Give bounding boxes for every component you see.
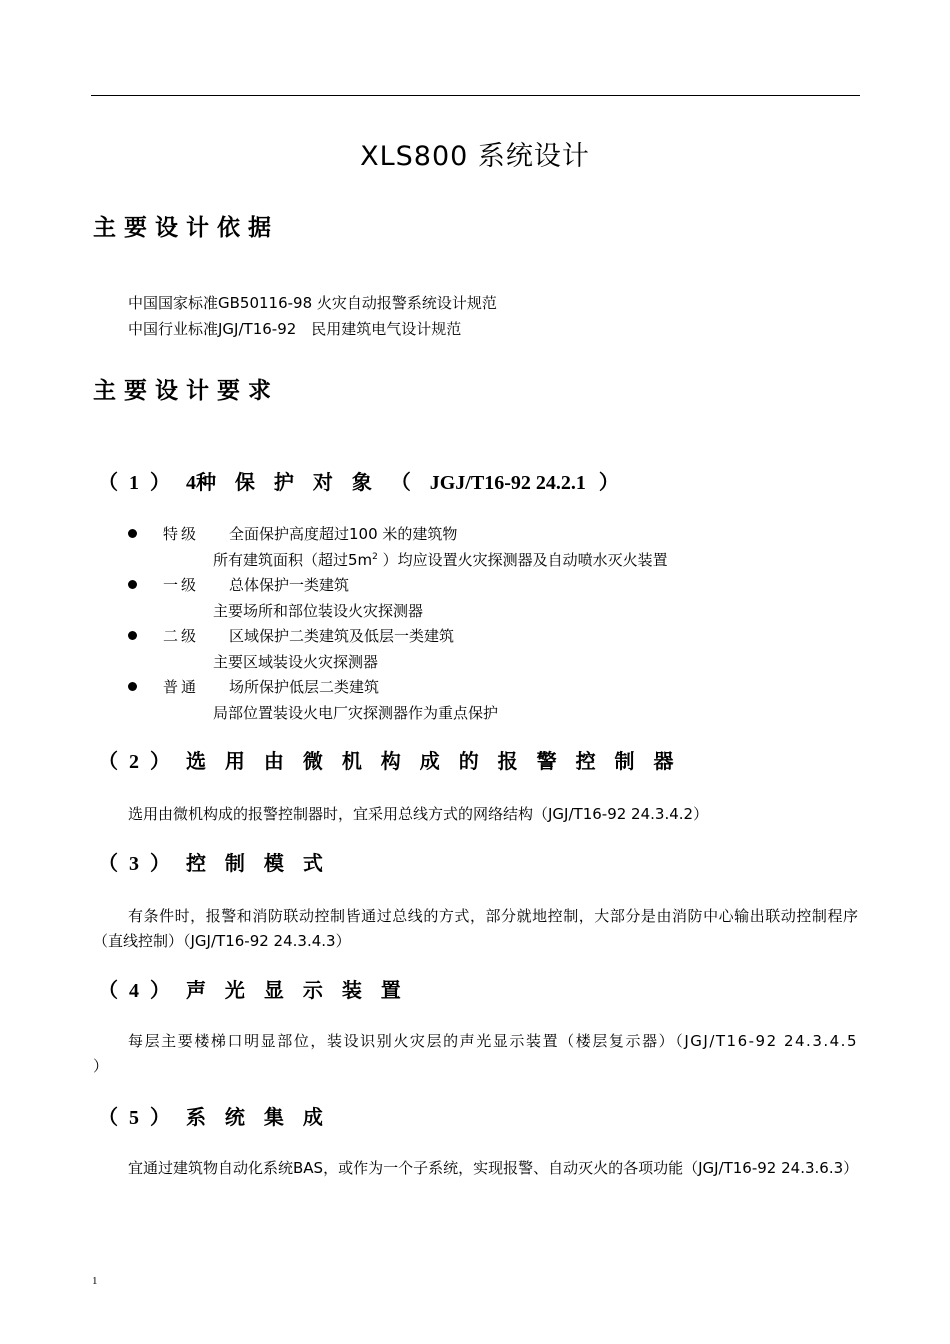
- document-title: XLS800 系统设计: [360, 141, 590, 172]
- subheading-label: 声 光 显 示 装 置: [185, 978, 407, 1002]
- protection-detail: [213, 549, 668, 570]
- subheading-display: [98, 974, 407, 1003]
- protection-detail: 局部位置装设火电厂灾探测器作为重点保护: [213, 704, 499, 722]
- heading-design-basis: 主要设计依据: [93, 215, 279, 241]
- subheading-code: JGJ/T16-92 24.2.1: [429, 472, 586, 494]
- subheading-number: （ 1 ）: [98, 472, 173, 494]
- protection-level: 二级: [163, 627, 200, 645]
- subheading-number: （ 2 ）: [98, 751, 173, 773]
- protection-scope: 全面保护高度超过100 米的建筑物: [229, 525, 458, 543]
- protection-scope: 总体保护一类建筑: [229, 576, 350, 594]
- protection-level: 特级: [163, 525, 200, 543]
- detail-text: ）均应设置火灾探测器及自动喷水灭火装置: [377, 551, 668, 569]
- protection-scope: 区域保护二类建筑及低层一类建筑: [229, 627, 455, 645]
- detail-text: 所有建筑面积（超过5m: [213, 551, 373, 569]
- protection-detail: 主要区域装设火灾探测器: [213, 653, 379, 671]
- paragraph-control-mode: 有条件时，报警和消防联动控制皆通过总线的方式，部分就地控制，大部分是由消防中心输出联动控制程序（直线控制）（JGJ/T16-92 24.3.4.3）: [93, 907, 858, 950]
- bullet-icon: [128, 631, 137, 640]
- protection-detail: 主要场所和部位装设火灾探测器: [213, 602, 424, 620]
- subheading-label: 控 制 模 式: [185, 851, 329, 875]
- subheading-protection-objects: [98, 466, 625, 495]
- heading-design-requirements: 主要设计要求: [93, 378, 279, 404]
- bullet-icon: [128, 682, 137, 691]
- bullet-icon: [128, 580, 137, 589]
- subheading-control-mode: [98, 847, 329, 876]
- page-number: 1: [92, 1275, 98, 1287]
- paragraph-display: 每层主要楼梯口明显部位，装设识别火灾层的声光显示装置（楼层复示器）（JGJ/T16-92 24.3.4.5 ）: [93, 1032, 858, 1075]
- protection-level: 普通: [163, 678, 200, 696]
- protection-level: 一级: [163, 576, 200, 594]
- subheading-number: （ 3 ）: [98, 853, 173, 875]
- subheading-label: 种 保 护 对 象 （: [195, 470, 430, 494]
- header-rule: [91, 95, 860, 96]
- subheading-number: （ 5 ）: [98, 1107, 173, 1129]
- bullet-icon: [128, 529, 137, 538]
- superscript: 2: [372, 552, 378, 562]
- reference-gb50116: 中国国家标准GB50116-98 火灾自动报警系统设计规范: [128, 294, 497, 312]
- subheading-controller: [98, 745, 680, 774]
- subheading-label: 系 统 集 成: [185, 1105, 329, 1129]
- subheading-count: 4: [185, 472, 196, 494]
- subheading-close: ）: [585, 470, 625, 494]
- subheading-number: （ 4 ）: [98, 980, 173, 1002]
- reference-jgj-t16: 中国行业标准JGJ/T16-92 民用建筑电气设计规范: [128, 320, 462, 338]
- paragraph-integration: 宜通过建筑物自动化系统BAS，或作为一个子系统，实现报警、自动灭火的各项功能（JGJ/T16-92 24.3.6.3）: [128, 1159, 859, 1177]
- paragraph-controller: 选用由微机构成的报警控制器时，宜采用总线方式的网络结构（JGJ/T16-92 24.3.4.2）: [128, 805, 709, 823]
- protection-scope: 场所保护低层二类建筑: [229, 678, 380, 696]
- subheading-integration: [98, 1101, 329, 1130]
- subheading-label: 选 用 由 微 机 构 成 的 报 警 控 制 器: [185, 749, 680, 773]
